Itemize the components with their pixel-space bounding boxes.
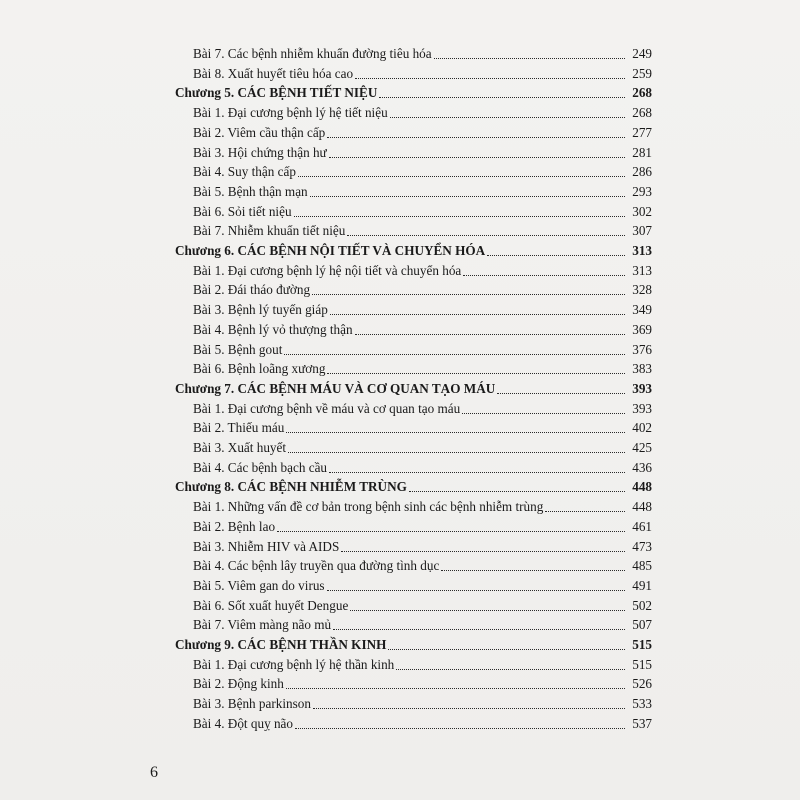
dot-leader: [463, 275, 625, 276]
toc-page-number: 507: [632, 617, 652, 633]
toc-page-number: 515: [632, 637, 652, 652]
toc-page-number: 249: [632, 46, 652, 61]
toc-page-number: 286: [632, 164, 652, 180]
toc-lesson-row: [193, 694, 652, 712]
toc-lesson-row: [193, 655, 652, 673]
lesson-title: Bài 8. Xuất huyết tiêu hóa cao: [193, 65, 354, 81]
lesson-title: Bài 2. Đái tháo đường: [193, 282, 311, 298]
dot-leader: [409, 491, 625, 492]
toc-page-number: 485: [632, 558, 652, 574]
lesson-title: Bài 7. Nhiễm khuẩn tiết niệu: [193, 223, 346, 239]
toc-chapter-row: [175, 83, 652, 101]
dot-leader: [333, 629, 625, 630]
dot-leader: [329, 472, 625, 473]
dot-leader: [487, 255, 625, 256]
toc-chapter-row: [175, 477, 652, 495]
lesson-title: Bài 4. Đột quỵ não: [193, 715, 293, 731]
toc-lesson-row: [193, 399, 652, 417]
toc-page-number: 293: [632, 183, 652, 199]
toc-page-number: 448: [632, 479, 652, 495]
dot-leader: [396, 669, 625, 670]
toc-lesson-row: [193, 714, 652, 732]
lesson-title: Bài 3. Xuất huyết: [193, 440, 287, 455]
dot-leader: [294, 216, 625, 217]
dot-leader: [388, 649, 625, 650]
toc-page-number: 461: [632, 518, 652, 534]
toc-lesson-row: [193, 576, 652, 594]
toc-page-number: 537: [632, 715, 652, 731]
lesson-title: Bài 3. Hội chứng thận hư: [193, 144, 327, 160]
toc-page-number: 473: [632, 538, 652, 554]
dot-leader: [277, 531, 625, 532]
lesson-title: Bài 2. Động kinh: [193, 676, 284, 692]
chapter-title: Chương 6. CÁC BỆNH NỘI TIẾT VÀ CHUYỂN HÓA: [175, 243, 486, 258]
dot-leader: [497, 393, 625, 394]
lesson-title: Bài 2. Viêm cầu thận cấp: [193, 124, 326, 140]
lesson-title: Bài 4. Suy thận cấp: [193, 164, 296, 180]
dot-leader: [313, 708, 625, 709]
toc-lesson-row: [193, 615, 652, 633]
toc-lesson-row: [193, 261, 652, 279]
lesson-title: Bài 4. Các bệnh bạch cầu: [193, 459, 328, 475]
toc-page-number: 313: [632, 243, 652, 258]
toc-lesson-row: [193, 497, 652, 515]
chapter-title: Chương 7. CÁC BỆNH MÁU VÀ CƠ QUAN TẠO MÁU: [175, 380, 496, 396]
toc-page-number: 448: [632, 499, 652, 515]
toc-lesson-row: [193, 143, 652, 161]
toc-lesson-row: [193, 517, 652, 535]
dot-leader: [347, 235, 625, 236]
toc-chapter-row: [175, 241, 652, 259]
lesson-title: Bài 6. Sốt xuất huyết Dengue: [193, 597, 349, 613]
toc-page-number: 533: [632, 696, 652, 712]
toc-lesson-row: [193, 162, 652, 180]
dot-leader: [350, 610, 625, 611]
toc-lesson-row: [193, 320, 652, 338]
toc-lesson-row: [193, 674, 652, 692]
lesson-title: Bài 7. Viêm màng não mủ: [193, 617, 332, 633]
toc-lesson-row: [193, 300, 652, 318]
dot-leader: [298, 176, 625, 177]
lesson-title: Bài 7. Các bệnh nhiễm khuẩn đường tiêu hóa: [193, 46, 432, 61]
page-number: 6: [150, 764, 158, 781]
dot-leader: [295, 728, 625, 729]
dot-leader: [462, 413, 625, 414]
lesson-title: Bài 5. Bệnh gout: [193, 341, 283, 357]
toc-page-number: 259: [632, 65, 652, 81]
lesson-title: Bài 3. Bệnh parkinson: [193, 696, 311, 712]
chapter-title: Chương 5. CÁC BỆNH TIẾT NIỆU: [175, 85, 378, 101]
chapter-title: Chương 9. CÁC BỆNH THẦN KINH: [175, 637, 387, 652]
lesson-title: Bài 1. Đại cương bệnh về máu và cơ quan tạo máu: [193, 400, 461, 416]
toc-page-number: 393: [632, 380, 652, 396]
toc-page-number: 281: [632, 144, 652, 160]
dot-leader: [312, 294, 625, 295]
lesson-title: Bài 3. Nhiễm HIV và AIDS: [193, 538, 340, 554]
toc-page-number: 313: [632, 262, 652, 278]
toc-page-number: 307: [632, 223, 652, 239]
toc-lesson-row: [193, 123, 652, 141]
dot-leader: [390, 117, 625, 118]
chapter-title: Chương 8. CÁC BỆNH NHIỄM TRÙNG: [175, 479, 407, 495]
lesson-title: Bài 1. Đại cương bệnh lý hệ thần kinh: [193, 656, 395, 672]
dot-leader: [341, 551, 625, 552]
toc-page-number: 393: [632, 400, 652, 416]
toc-page-number: 526: [632, 676, 652, 692]
toc-lesson-row: [193, 280, 652, 298]
lesson-title: Bài 3. Bệnh lý tuyến giáp: [193, 302, 328, 318]
toc-lesson-row: [193, 596, 652, 614]
lesson-title: Bài 2. Thiếu máu: [193, 420, 285, 436]
toc-lesson-row: [193, 182, 652, 200]
toc-lesson-row: [193, 537, 652, 555]
dot-leader: [355, 334, 625, 335]
toc-page-number: 502: [632, 597, 652, 613]
dot-leader: [545, 511, 625, 512]
toc-lesson-row: [193, 64, 652, 82]
toc-lesson-row: [193, 359, 652, 377]
toc-page-number: 383: [632, 361, 652, 377]
dot-leader: [441, 570, 625, 571]
toc-lesson-row: [193, 556, 652, 574]
lesson-title: Bài 6. Sỏi tiết niệu: [193, 203, 292, 219]
toc-page-number: 425: [632, 440, 652, 455]
toc-page-number: 277: [632, 124, 652, 140]
dot-leader: [284, 354, 625, 355]
dot-leader: [434, 58, 625, 59]
lesson-title: Bài 2. Bệnh lao: [193, 518, 276, 534]
lesson-title: Bài 6. Bệnh loãng xương: [193, 361, 326, 377]
toc-page-number: 491: [632, 577, 652, 593]
lesson-title: Bài 5. Viêm gan do virus: [193, 577, 325, 593]
toc-lesson-row: [193, 103, 652, 121]
toc-page-number: 515: [632, 656, 652, 672]
dot-leader: [330, 314, 625, 315]
dot-leader: [310, 196, 625, 197]
dot-leader: [329, 157, 625, 158]
toc-page-number: 268: [632, 85, 652, 101]
toc-lesson-row: [193, 418, 652, 436]
dot-leader: [327, 373, 625, 374]
toc-chapter-row: [175, 635, 652, 653]
dot-leader: [327, 590, 625, 591]
toc-lesson-row: [193, 221, 652, 239]
dot-leader: [327, 137, 625, 138]
toc-page-number: 268: [632, 105, 652, 121]
toc-page-number: 302: [632, 203, 652, 219]
toc-lesson-row: [193, 340, 652, 358]
toc-page-number: 376: [632, 341, 652, 357]
toc-lesson-row: [193, 202, 652, 220]
toc-page-number: 402: [632, 420, 652, 436]
toc-page-number: 436: [632, 459, 652, 475]
toc-page-number: 328: [632, 282, 652, 298]
toc-chapter-row: [175, 379, 652, 397]
toc-page-number: 369: [632, 321, 652, 337]
toc-lesson-row: [193, 458, 652, 476]
lesson-title: Bài 1. Đại cương bệnh lý hệ tiết niệu: [193, 105, 388, 121]
lesson-title: Bài 4. Các bệnh lây truyền qua đường tình dục: [193, 558, 440, 574]
lesson-title: Bài 1. Những vấn đề cơ bản trong bệnh sinh các bệnh nhiễm trùng: [193, 499, 544, 515]
dot-leader: [288, 452, 625, 453]
toc-lesson-row: [193, 438, 652, 456]
lesson-title: Bài 5. Bệnh thận mạn: [193, 183, 308, 199]
lesson-title: Bài 4. Bệnh lý vỏ thượng thận: [193, 321, 353, 337]
lesson-title: Bài 1. Đại cương bệnh lý hệ nội tiết và chuyển hóa: [193, 262, 462, 278]
dot-leader: [286, 432, 625, 433]
dot-leader: [286, 688, 625, 689]
dot-leader: [355, 78, 625, 79]
toc-page-number: 349: [632, 302, 652, 318]
toc-lesson-row: [193, 44, 652, 62]
dot-leader: [379, 97, 625, 98]
